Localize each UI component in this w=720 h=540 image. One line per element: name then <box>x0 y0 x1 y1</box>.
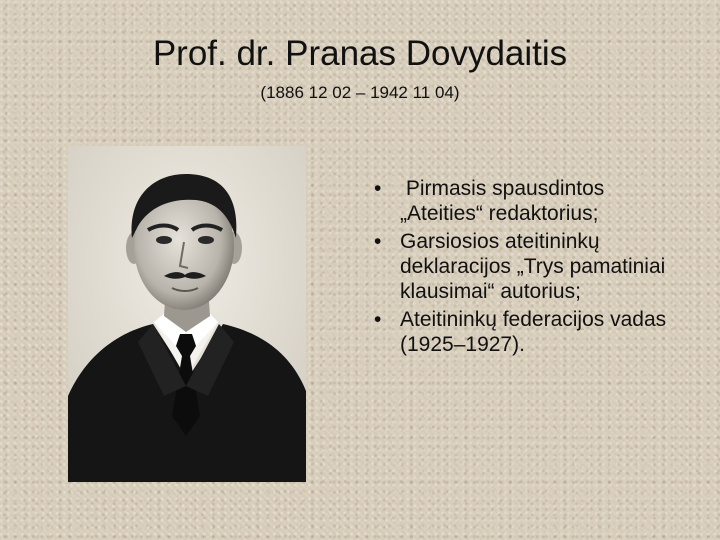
portrait-photo <box>68 146 306 482</box>
list-item-text: Ateitininkų federacijos vadas (1925–1927). <box>400 308 667 356</box>
list-item <box>372 307 672 357</box>
bullet-list <box>372 176 672 360</box>
list-item <box>372 229 672 304</box>
bullet-icon: • <box>374 230 382 253</box>
slide-subtitle: (1886 12 02 – 1942 11 04) <box>260 83 460 102</box>
list-item-text: Pirmasis spausdintos „Ateities“ redaktorius; <box>400 177 611 225</box>
portrait-illustration <box>68 146 306 482</box>
list-item-text: Garsiosios ateitininkų deklaracijos „Trys pamatiniai klausimai“ autorius; <box>400 230 666 303</box>
list-item <box>372 176 672 226</box>
bullet-icon: • <box>374 308 382 331</box>
bullet-icon: • <box>374 177 382 200</box>
slide-title: Prof. dr. Pranas Dovydaitis <box>152 34 568 73</box>
